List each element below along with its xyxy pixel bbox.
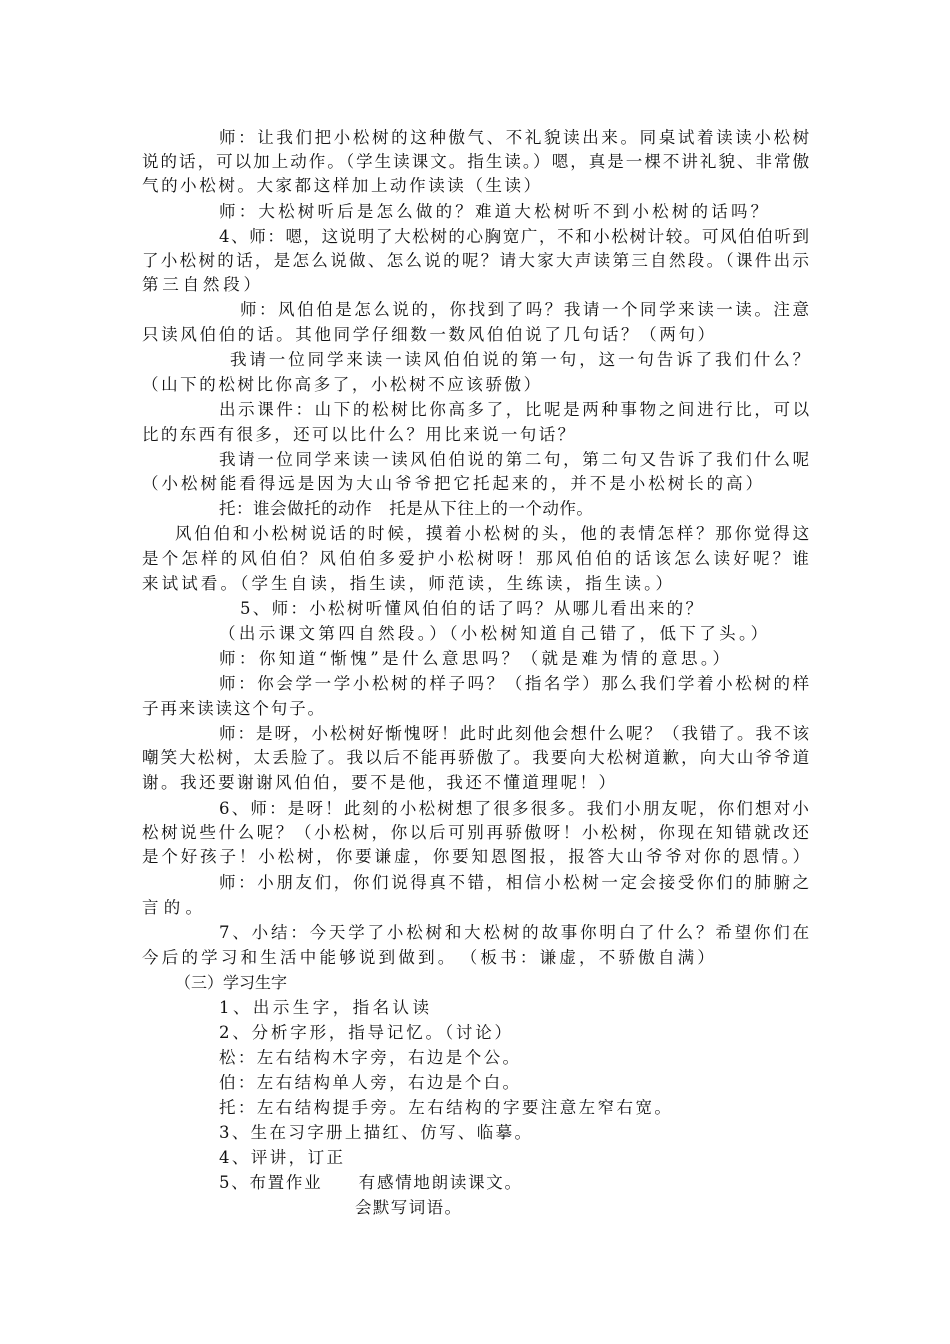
text-line: 师：风伯伯是怎么说的，你找到了吗？我请一个同学来读一读。注意 xyxy=(240,300,812,319)
text-line: 来试试看。（学生自读，指生读，师范读，生练读，指生读。） xyxy=(142,574,676,593)
text-line: （山下的松树比你高多了，小松树不应该骄傲） xyxy=(142,375,543,394)
text-line: 6、师：是呀！此刻的小松树想了很多很多。我们小朋友呢，你们想对小 xyxy=(219,799,812,818)
text-line: 谢。我还要谢谢风伯伯，要不是他，我还不懂道理呢！） xyxy=(142,773,618,792)
text-line: 托：左右结构提手旁。左右结构的字要注意左窄右宽。 xyxy=(219,1098,674,1117)
text-line: 今后的学习和生活中能够说到做到。 （板书：谦虚，不骄傲自满） xyxy=(142,948,718,967)
text-line: 是个怎样的风伯伯？风伯伯多爱护小松树呀！那风伯伯的话该怎么读好呢？谁 xyxy=(142,549,813,568)
text-line: 1、出示生字，指名认读 xyxy=(219,998,433,1017)
text-line: 子再来读读这个句子。 xyxy=(142,699,326,718)
text-line: 伯：左右结构单人旁，右边是个白。 xyxy=(219,1073,522,1092)
text-line: 言的。 xyxy=(142,898,208,917)
text-line: 4、评讲，订正 xyxy=(219,1148,346,1167)
text-line: 2、分析字形，指导记忆。（讨论） xyxy=(219,1023,514,1042)
text-line: 我请一位同学来读一读风伯伯说的第一句，这一句告诉了我们什么？ xyxy=(230,350,812,369)
text-line: 气的小松树。大家都这样加上动作读读（生读） xyxy=(142,176,543,195)
text-line: 只读风伯伯的话。其他同学仔细数一数风伯伯说了几句话？（两句） xyxy=(142,325,717,344)
text-line: 风伯伯和小松树说话的时候，摸着小松树的头，他的表情怎样？那你觉得这 xyxy=(175,524,812,543)
text-line: 托：谁会做托的动作 托是从下往上的一个动作。 xyxy=(219,499,594,518)
text-line: 比的东西有很多，还可以比什么？用比来说一句话？ xyxy=(142,425,577,444)
text-line: （三）学习生字 xyxy=(175,973,288,992)
text-line: 是个好孩子！小松树，你要谦虚，你要知恩图报，报答大山爷爷对你的恩情。） xyxy=(142,847,813,866)
text-line: 松：左右结构木字旁，右边是个公。 xyxy=(219,1048,522,1067)
text-line: 师：你会学一学小松树的样子吗？（指名学）那么我们学着小松树的样 xyxy=(219,674,812,693)
text-line: （出示课文第四自然段。）（小松树知道自己错了，低下了头。） xyxy=(219,624,771,643)
text-line: 说的话，可以加上动作。（学生读课文。指生读。）嗯，真是一棵不讲礼貌、非常傲 xyxy=(142,152,812,171)
text-line: 我请一位同学来读一读风伯伯说的第二句，第二句又告诉了我们什么呢 xyxy=(219,450,812,469)
text-line: 会默写词语。 xyxy=(355,1198,463,1217)
text-line: 5、布置作业 有感情地朗读课文。 xyxy=(219,1173,523,1192)
text-line: 师：你知道“惭愧”是什么意思吗？（就是难为情的意思。） xyxy=(219,649,733,668)
text-line: 师：小朋友们，你们说得真不错，相信小松树一定会接受你们的肺腑之 xyxy=(219,873,812,892)
text-line: 师：让我们把小松树的这种傲气、不礼貌读出来。同桌试着读读小松树 xyxy=(219,128,812,147)
text-line: 7、小结：今天学了小松树和大松树的故事你明白了什么？希望你们在 xyxy=(219,923,812,942)
text-line: 嘲笑大松树，太丢脸了。我以后不能再骄傲了。我要向大松树道歉，向大山爷爷道 xyxy=(142,748,812,767)
text-line: 松树说些什么呢？（小松树，你以后可别再骄傲呀！小松树，你现在知错就改还 xyxy=(142,823,812,842)
text-line: 3、生在习字册上描红、仿写、临摹。 xyxy=(219,1123,534,1142)
text-line: 4、师：嗯，这说明了大松树的心胸宽广，不和小松树计较。可风伯伯听到 xyxy=(219,227,811,246)
text-line: 5、师：小松树听懂风伯伯的话了吗？从哪儿看出来的？ xyxy=(240,599,705,618)
text-line: 师：是呀，小松树好惭愧呀！此时此刻他会想什么呢？（我错了。我不该 xyxy=(219,724,811,743)
text-line: 出示课件：山下的松树比你高多了，比呢是两种事物之间进行比，可以 xyxy=(219,400,812,419)
text-line: 师：大松树听后是怎么做的？难道大松树听不到小松树的话吗？ xyxy=(219,202,771,221)
text-line: 了小松树的话，是怎么说做、怎么说的呢？请大家大声读第三自然段。（课件出示 xyxy=(142,251,812,270)
text-line: （小松树能看得远是因为大山爷爷把它托起来的，并不是小松树长的高） xyxy=(142,474,766,493)
text-line: 第三自然段） xyxy=(142,275,264,294)
